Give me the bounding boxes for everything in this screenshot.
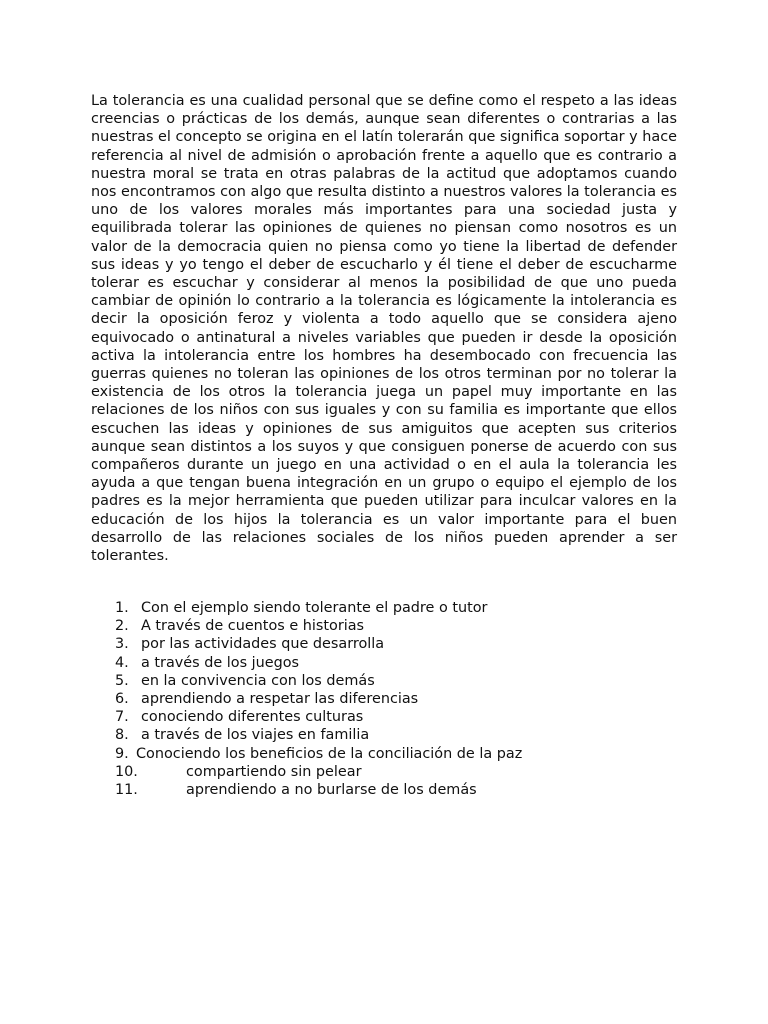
list-item-text: Con el ejemplo siendo tolerante el padre o tutor (141, 600, 488, 616)
list-item-text: Conociendo los beneficios de la conciliación de la paz (136, 745, 523, 762)
list-item-number: 8. (115, 727, 129, 744)
list-item (0, 617, 768, 635)
numbered-list (0, 599, 768, 799)
list-item (0, 690, 768, 708)
list-item-number: 4. (115, 654, 129, 671)
list-item (0, 708, 768, 726)
list-item-number: 2. (115, 618, 129, 635)
list-item-number: 7. (115, 709, 129, 726)
list-item-text: a través de los juegos (141, 654, 300, 671)
list-item-text: A través de cuentos e historias (141, 618, 365, 635)
body-paragraph: La tolerancia es una cualidad personal que se define como el respeto a las ideas creencias o prácticas de los demás, aunque sean diferentes o contrarias a las nuestras el concepto se origina en el latín tolerarán que significa soportar y hace referencia al nivel de admisión o aprobación frente a aquello que es contrario a nuestra moral se trata en otras palabras de la actitud que adoptamos cuando nos encontramos con algo que resulta distinto a nuestros valores la tolerancia es uno de los valores morales más importantes para una sociedad justa y equilibrada tolerar las opiniones de quienes no piensan como nosotros es un valor de la democracia quien no piensa como yo tiene la libertad de defender sus ideas y yo tengo el deber de escucharlo y él tiene el deber de escucharme tolerar es escuchar y considerar al menos la posibilidad de que uno pueda cambiar de opinión lo contrario a la tolerancia es lógicamente la intolerancia es decir la oposición feroz y violenta a todo aquello que se considera ajeno equivocado o antinatural a niveles variables que pueden ir desde la oposición activa la intolerancia entre los hombres ha desembocado con frecuencia las guerras quienes no toleran las opiniones de los otros terminan por no tolerar la existencia de los otros la tolerancia juega un papel muy importante en las relaciones de los niños con sus iguales y con su familia es importante que ellos escuchen las ideas y opiniones de sus amiguitos que acepten sus criterios aunque sean distintos a los suyos y que consiguen ponerse de acuerdo con sus compañeros durante un juego en una actividad o en el aula la tolerancia les ayuda a que tengan buena integración en un grupo o equipo el ejemplo de los padres es la mejor herramienta que pueden utilizar para inculcar valores en la educación de los hijos la tolerancia es un valor importante para el buen desarrollo de las relaciones sociales de los niños pueden aprender a ser tolerantes. (91, 93, 677, 565)
list-item-number: 11. (115, 781, 138, 798)
list-item (0, 654, 768, 672)
list-item-text: a través de los viajes en familia (141, 727, 370, 744)
list-item-text: compartiendo sin pelear (186, 763, 362, 780)
list-item-text: conociendo diferentes culturas (141, 709, 364, 726)
list-item (0, 599, 768, 617)
list-item-text: aprendiendo a respetar las diferencias (141, 690, 419, 707)
list-item-text: por las actividades que desarrolla (141, 636, 385, 653)
list-item-text: en la convivencia con los demás (141, 672, 375, 689)
list-item-number: 9. (115, 745, 129, 762)
list-item (0, 672, 768, 690)
list-item (0, 781, 768, 799)
list-item (0, 635, 768, 653)
list-item-text: aprendiendo a no burlarse de los demás (186, 781, 477, 798)
list-item-number: 6. (115, 690, 129, 707)
list-item-number: 5. (115, 672, 129, 689)
list-item (0, 726, 768, 744)
list-item-number: 1. (115, 600, 129, 616)
list-item-number: 3. (115, 636, 129, 653)
list-item-number: 10. (115, 763, 138, 780)
list-item (0, 763, 768, 781)
list-item (0, 745, 768, 763)
